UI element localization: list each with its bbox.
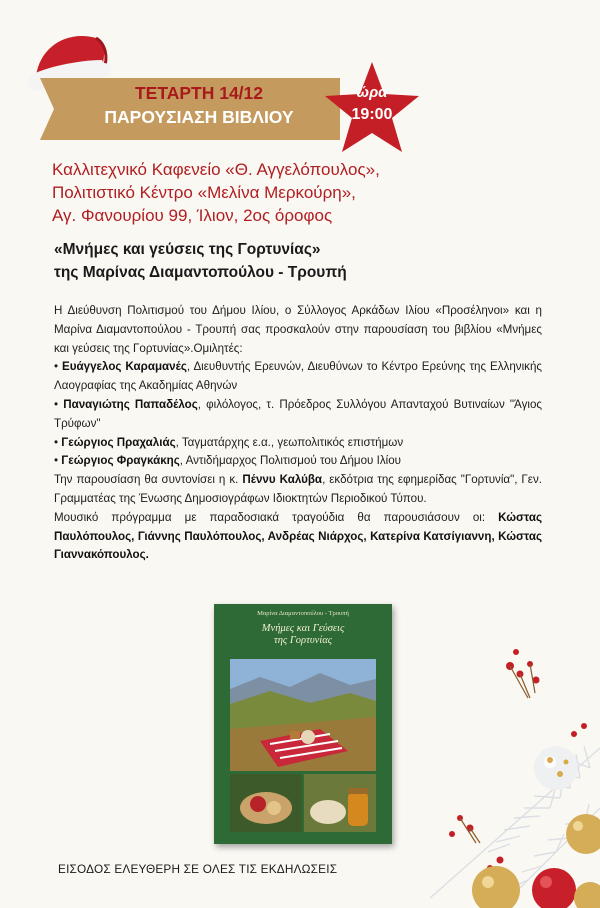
- event-description: [54, 302, 542, 565]
- coordinator-name: Πέννυ Καλύβα: [242, 473, 323, 487]
- speaker-item: [54, 358, 542, 396]
- bullet: •: [54, 435, 62, 449]
- speaker-name: Παναγιώτης Παπαδέλος: [63, 397, 198, 411]
- landscape-picnic-photo: [230, 659, 376, 771]
- speaker-desc: , Αντιδήμαρχος Πολιτισμού του Δήμου Ιλίου: [179, 454, 401, 468]
- speaker-name: Γεώργιος Πραχαλιάς: [61, 435, 176, 449]
- speaker-desc: , φιλόλογος, τ. Πρόεδρος Συλλόγου Απανταχού Βυτιναίων "Άγιος Τρύφων": [54, 397, 542, 430]
- coordinator-pre: Την παρουσίαση θα συντονίσει η κ.: [54, 473, 243, 487]
- coordinator-post: , εκδότρια της εφημερίδας "Γορτυνία", Γεν. Γραμματέας της Ένωσης Δημοσιογράφων Ιδιοκτητών Περιοδικού Τύπου.: [54, 473, 542, 505]
- speaker-name: Ευάγγελος Καραμανές: [62, 360, 187, 374]
- header-banner-text: [64, 81, 334, 129]
- venue-line: Πολιτιστικό Κέντρο «Μελίνα Μερκούρη»,: [52, 183, 356, 202]
- speaker-desc: , Διευθυντής Ερευνών, Διευθύνων το Κέντρο Ερεύνης της Ελληνικής Λαογραφίας της Ακαδημίας Αθηνών: [54, 360, 543, 393]
- coordinator-paragraph: [54, 471, 542, 509]
- book-cover-author: Μαρίνα Διαμαντοπούλου - Τρουπή: [257, 610, 349, 617]
- speaker-item: [54, 396, 542, 434]
- speaker-item: [54, 452, 542, 471]
- christmas-ornaments-decoration: [360, 638, 600, 908]
- music-names: Κώστας Παυλόπουλος, Γιάννης Παυλόπουλος, Ανδρέας Νιάρχος, Κατερίνα Κατσίγιαννη, Κώστας Γιαννακόπουλος.: [54, 510, 542, 562]
- time-label: ώρα: [356, 84, 388, 101]
- speaker-desc: , Ταγματάρχης ε.α., γεωπολιτικός επιστήμων: [175, 435, 404, 449]
- venue-address: [52, 158, 572, 227]
- book-title: «Μνήμες και γεύσεις της Γορτυνίας»: [54, 241, 321, 258]
- music-pre: Μουσικό πρόγραμμα με παραδοσιακά τραγούδια θα παρουσιάσουν οι:: [54, 510, 499, 524]
- time-value: 19:00: [351, 106, 393, 123]
- bullet: •: [54, 397, 64, 411]
- venue-line: Καλλιτεχνικό Καφενείο «Θ. Αγγελόπουλος»,: [52, 160, 380, 179]
- speaker-item: [54, 434, 542, 453]
- music-paragraph: [54, 509, 542, 565]
- book-cover-title-line: της Γορτυνίας: [273, 635, 333, 646]
- speaker-name: Γεώργιος Φραγκάκης: [61, 454, 180, 468]
- book-cover-title-line: Μνήμες και Γεύσεις: [261, 623, 345, 634]
- event-type: ΠΑΡΟΥΣΙΑΣΗ ΒΙΒΛΙΟΥ: [104, 107, 294, 127]
- event-time: [322, 82, 422, 126]
- book-author: της Μαρίνας Διαμαντοπούλου - Τρουπή: [54, 264, 347, 281]
- intro-paragraph: Η Διεύθυνση Πολιτισμού του Δήμου Ιλίου, ο Σύλλογος Αρκάδων Ιλίου «Προσέληνοι» και η Μαρίνα Διαμαντοπούλου - Τρουπή σας προσκαλούν στην παρουσίαση του βιβλίου «Μνήμες και γεύσεις της Γορτυνίας».Ομιλητές:: [54, 304, 542, 355]
- book-heading: [54, 238, 554, 284]
- free-entry-footer: ΕΙΣΟΔΟΣ ΕΛΕΥΘΕΡΗ ΣΕ ΟΛΕΣ ΤΙΣ ΕΚΔΗΛΩΣΕΙΣ: [58, 862, 338, 876]
- venue-line: Αγ. Φανουρίου 99, Ίλιον, 2ος όροφος: [52, 206, 333, 225]
- event-date: ΤΕΤΑΡΤΗ 14/12: [134, 83, 264, 103]
- bullet: •: [54, 454, 62, 468]
- bullet: •: [54, 360, 63, 374]
- food-photo: [230, 774, 302, 832]
